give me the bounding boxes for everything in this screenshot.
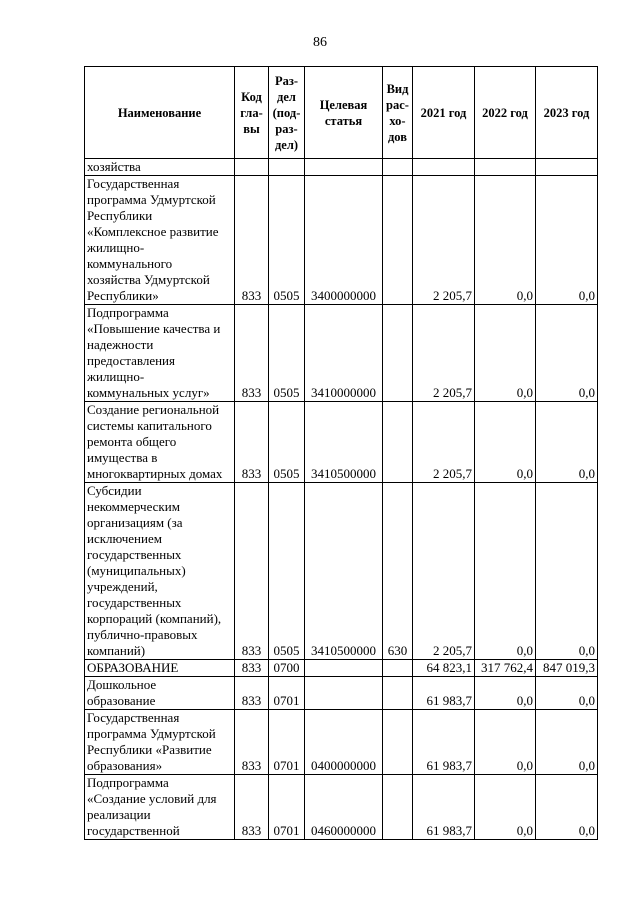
- row-article: [305, 159, 383, 176]
- table-header-row: [85, 67, 598, 159]
- row-section: 0505: [269, 176, 305, 305]
- header-year-2021: 2021 год: [413, 67, 475, 159]
- row-value-2023: 0,0: [536, 176, 598, 305]
- row-article: [305, 660, 383, 677]
- row-expense-type: [383, 305, 413, 402]
- row-code: 833: [235, 710, 269, 775]
- header-name: Наименование: [85, 67, 235, 159]
- row-expense-type: [383, 710, 413, 775]
- row-value-2022: [475, 159, 536, 176]
- page-number: 86: [313, 35, 327, 50]
- row-value-2023: 0,0: [536, 305, 598, 402]
- row-name: Субсидии некоммерческим организациям (за исключением государственных (муниципальных) учреждений, государственных корпораций (компаний), публично-правовых компаний): [85, 483, 235, 660]
- row-value-2023: 0,0: [536, 775, 598, 840]
- row-expense-type: [383, 159, 413, 176]
- row-section: 0505: [269, 305, 305, 402]
- row-article: [305, 677, 383, 710]
- table-row: [85, 775, 598, 840]
- row-value-2023: 0,0: [536, 677, 598, 710]
- row-code: 833: [235, 176, 269, 305]
- row-value-2021: 61 983,7: [413, 677, 475, 710]
- row-expense-type: [383, 677, 413, 710]
- row-name: Государственная программа Удмуртской Республики «Комплексное развитие жилищно- коммунального хозяйства Удмуртской Республики»: [85, 176, 235, 305]
- row-expense-type: [383, 402, 413, 483]
- row-value-2023: 0,0: [536, 710, 598, 775]
- header-year-2022: 2022 год: [475, 67, 536, 159]
- row-code: 833: [235, 775, 269, 840]
- row-value-2021: [413, 159, 475, 176]
- row-value-2022: 0,0: [475, 402, 536, 483]
- row-expense-type: 630: [383, 483, 413, 660]
- header-year-2023: 2023 год: [536, 67, 598, 159]
- row-name: ОБРАЗОВАНИЕ: [85, 660, 235, 677]
- row-section: 0701: [269, 775, 305, 840]
- row-value-2021: 2 205,7: [413, 305, 475, 402]
- row-value-2022: 0,0: [475, 305, 536, 402]
- row-value-2023: 0,0: [536, 402, 598, 483]
- row-value-2023: [536, 159, 598, 176]
- table-row: [85, 677, 598, 710]
- row-section: [269, 159, 305, 176]
- row-name: Подпрограмма «Создание условий для реализации государственной: [85, 775, 235, 840]
- row-value-2022: 0,0: [475, 677, 536, 710]
- row-section: 0700: [269, 660, 305, 677]
- row-code: 833: [235, 305, 269, 402]
- row-code: 833: [235, 483, 269, 660]
- row-value-2021: 2 205,7: [413, 483, 475, 660]
- row-name: хозяйства: [85, 159, 235, 176]
- row-value-2021: 64 823,1: [413, 660, 475, 677]
- row-name: Подпрограмма «Повышение качества и надежности предоставления жилищно- коммунальных услуг»: [85, 305, 235, 402]
- table-row: [85, 402, 598, 483]
- row-value-2021: 2 205,7: [413, 402, 475, 483]
- header-article: Целевая статья: [305, 67, 383, 159]
- row-code: 833: [235, 402, 269, 483]
- row-code: 833: [235, 677, 269, 710]
- row-section: 0701: [269, 710, 305, 775]
- row-value-2022: 0,0: [475, 710, 536, 775]
- row-value-2022: 0,0: [475, 775, 536, 840]
- row-value-2021: 2 205,7: [413, 176, 475, 305]
- row-value-2021: 61 983,7: [413, 710, 475, 775]
- table-row: [85, 660, 598, 677]
- table-row: [85, 159, 598, 176]
- row-article: 3400000000: [305, 176, 383, 305]
- row-value-2022: 0,0: [475, 176, 536, 305]
- row-value-2021: 61 983,7: [413, 775, 475, 840]
- row-name: Государственная программа Удмуртской Республики «Развитие образования»: [85, 710, 235, 775]
- header-section: Раз- дел (под- раз- дел): [269, 67, 305, 159]
- row-name: Дошкольное образование: [85, 677, 235, 710]
- table-row: [85, 483, 598, 660]
- row-article: 0460000000: [305, 775, 383, 840]
- header-code: Код гла- вы: [235, 67, 269, 159]
- table-row: [85, 305, 598, 402]
- table-row: [85, 710, 598, 775]
- row-value-2022: 0,0: [475, 483, 536, 660]
- row-code: 833: [235, 660, 269, 677]
- row-article: 3410000000: [305, 305, 383, 402]
- row-code: [235, 159, 269, 176]
- row-section: 0505: [269, 483, 305, 660]
- row-article: 3410500000: [305, 483, 383, 660]
- row-value-2023: 0,0: [536, 483, 598, 660]
- row-article: 3410500000: [305, 402, 383, 483]
- table-row: [85, 176, 598, 305]
- row-name: Создание региональной системы капитального ремонта общего имущества в многоквартирных домах: [85, 402, 235, 483]
- header-expense-type: Вид рас- хо- дов: [383, 67, 413, 159]
- row-expense-type: [383, 775, 413, 840]
- row-expense-type: [383, 176, 413, 305]
- row-section: 0701: [269, 677, 305, 710]
- row-section: 0505: [269, 402, 305, 483]
- row-value-2022: 317 762,4: [475, 660, 536, 677]
- row-value-2023: 847 019,3: [536, 660, 598, 677]
- budget-table: [84, 66, 598, 840]
- row-expense-type: [383, 660, 413, 677]
- row-article: 0400000000: [305, 710, 383, 775]
